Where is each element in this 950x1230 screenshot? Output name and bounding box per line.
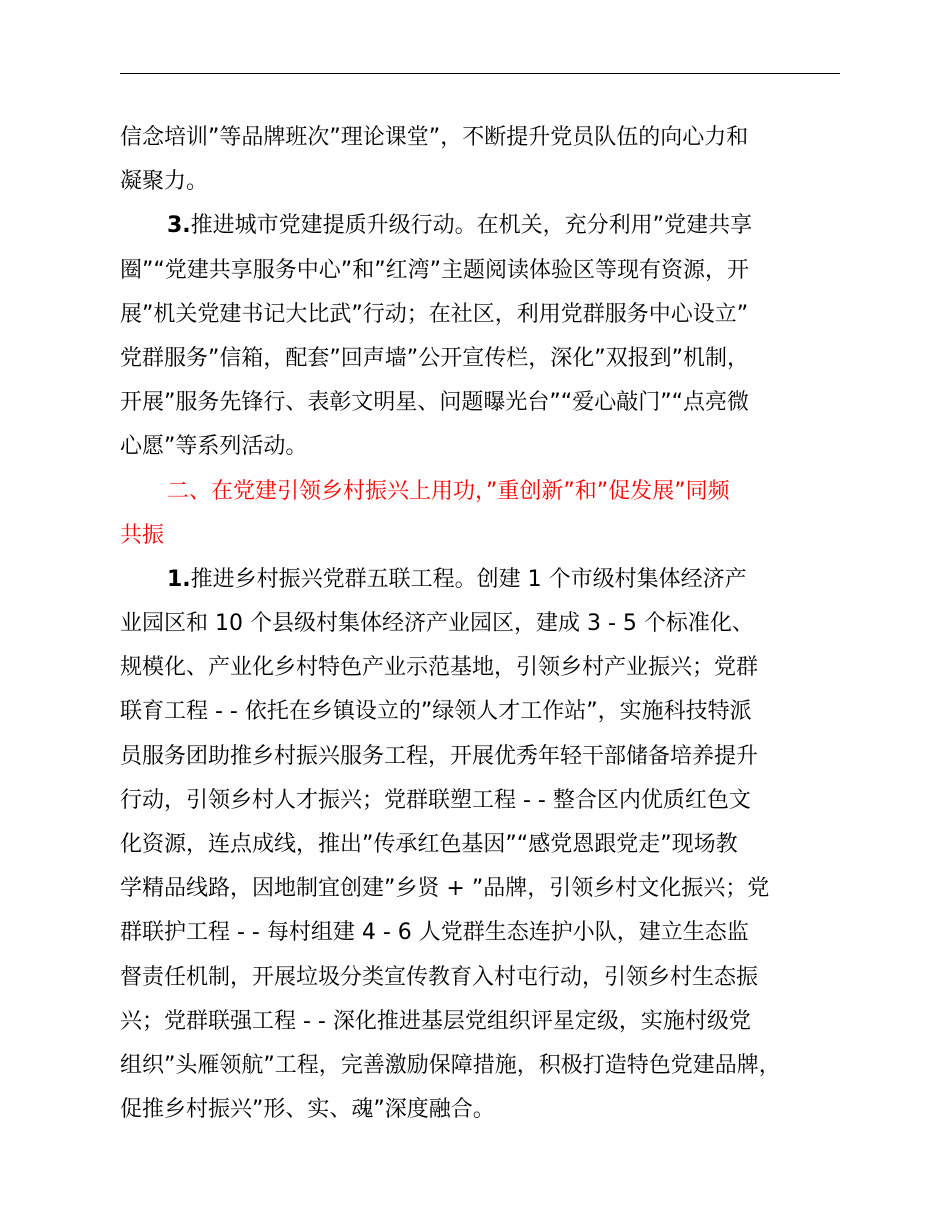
paragraph-line: 员服务团助推乡村振兴服务工程，开展优秀年轻干部储备培养提升 bbox=[120, 743, 759, 769]
item-1-title: 推进乡村振兴党群五联工程。创建 1 个市级村集体经济产 bbox=[190, 566, 747, 592]
paragraph-line: 化资源，连点成线，推出”传承红色基因”“感党恩跟党走”现场教 bbox=[120, 832, 738, 857]
paragraph-line: 凝聚力。 bbox=[120, 169, 209, 195]
paragraph-line: 圈”“党建共享服务中心”和”红湾”主题阅读体验区等现有资源，开 bbox=[120, 257, 749, 283]
item-1-number: 1. bbox=[167, 566, 191, 592]
paragraph-line: 开展”服务先锋行、表彰文明星、问题曝光台”“爱心敲门”“点亮微 bbox=[120, 390, 749, 416]
item-3-paragraph bbox=[120, 204, 842, 469]
paragraph-line: 联育工程 - - 依托在乡镇设立的”绿领人才工作站”，实施科技特派 bbox=[120, 699, 752, 725]
paragraph-line bbox=[120, 204, 842, 248]
item-1-paragraph bbox=[120, 558, 842, 1132]
paragraph-line: 群联护工程 - - 每村组建 4 - 6 人党群生态连护小队，建立生态监 bbox=[120, 920, 749, 946]
paragraph-line: 党群服务”信箱，配套”回声墙”公开宣传栏，深化”双报到”机制， bbox=[120, 345, 749, 371]
paragraph-line: 业园区和 10 个县级村集体经济产业园区，建成 3 - 5 个标准化、 bbox=[120, 611, 754, 637]
paragraph-line: 组织”头雁领航”工程，完善激励保障措施，积极打造特色党建品牌， bbox=[120, 1052, 781, 1078]
heading-line: 二、在党建引领乡村振兴上用功，”重创新”和”促发展”同频 bbox=[167, 478, 730, 504]
section-2-heading bbox=[120, 470, 842, 558]
paragraph-line: 兴；党群联强工程 - - 深化推进基层党组织评星定级，实施村级党 bbox=[120, 1008, 751, 1034]
item-3-title: 推进城市党建提质升级行动。在机关，充分利用”党建共享 bbox=[190, 213, 753, 239]
item-3-number: 3. bbox=[167, 213, 191, 239]
paragraph-line: 行动，引领乡村人才振兴；党群联塑工程 - - 整合区内优质红色文 bbox=[120, 787, 751, 813]
continuation-paragraph bbox=[120, 116, 842, 204]
paragraph-line: 学精品线路，因地制宜创建”乡贤 + ”品牌，引领乡村文化振兴；党 bbox=[120, 876, 770, 902]
paragraph-line: 规模化、产业化乡村特色产业示范基地，引领乡村产业振兴；党群 bbox=[120, 655, 759, 681]
paragraph-line bbox=[120, 558, 842, 602]
heading-line: 共振 bbox=[120, 522, 165, 548]
header-rule bbox=[120, 73, 840, 74]
paragraph-line: 展”机关党建书记大比武”行动；在社区，利用党群服务中心设立” bbox=[120, 301, 749, 327]
paragraph-line: 心愿”等系列活动。 bbox=[120, 434, 308, 460]
document-body bbox=[120, 116, 842, 1132]
paragraph-line: 督责任机制，开展垃圾分类宣传教育入村屯行动，引领乡村生态振 bbox=[120, 964, 759, 990]
paragraph-line: 促推乡村振兴”形、实、魂”深度融合。 bbox=[120, 1097, 495, 1123]
paragraph-line: 信念培训”等品牌班次”理论课堂”，不断提升党员队伍的向心力和 bbox=[120, 125, 749, 150]
